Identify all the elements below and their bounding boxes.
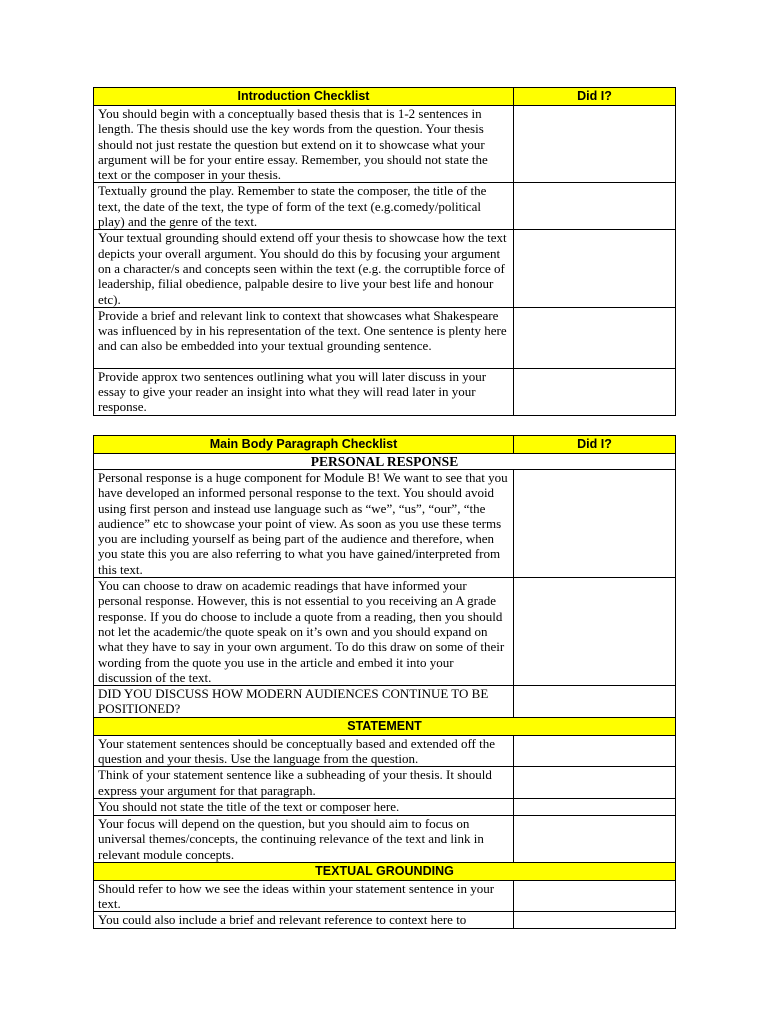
checkbox-cell[interactable] xyxy=(514,230,676,307)
checklist-item-text: Your textual grounding should extend off your thesis to showcase how the text depicts your overall argument. You should do this by focusing your argument on a character/s and concepts seen within the text (e.g. the corruptible force of leadership, filial obedience, palpable desire to live your best life and honour etc). xyxy=(94,230,514,307)
checkbox-cell[interactable] xyxy=(514,307,676,368)
table-row xyxy=(94,470,676,578)
table-row xyxy=(94,815,676,862)
checklist-item-text: You should begin with a conceptually based thesis that is 1-2 sentences in length. The thesis should use the key words from the question. Your thesis should not just restate the question but extend on it to showcase what your argument will be for your entire essay. Remember, you should not state the text or the composer in your thesis. xyxy=(94,106,514,183)
body-checklist-header: Main Body Paragraph Checklist xyxy=(94,436,514,454)
intro-did-header: Did I? xyxy=(514,88,676,106)
checkbox-cell[interactable] xyxy=(514,183,676,230)
intro-header-row xyxy=(94,88,676,106)
table-row xyxy=(94,912,676,929)
checklist-item-text: DID YOU DISCUSS HOW MODERN AUDIENCES CONTINUE TO BE POSITIONED? xyxy=(94,686,514,718)
checkbox-cell[interactable] xyxy=(514,106,676,183)
intro-checklist-header: Introduction Checklist xyxy=(94,88,514,106)
checkbox-cell[interactable] xyxy=(514,578,676,686)
checklist-item-text: Personal response is a huge component for Module B! We want to see that you have developed an informed personal response to the text. You should avoid using first person and instead use language such as “we”, “us”, “our”, “the audience” etc to showcase your point of view. As soon as you use these terms you are including yourself as being part of the audience and therefore, when you state this you are also referring to what you have gained/interpreted from this text. xyxy=(94,470,514,578)
textual-grounding-title: TEXTUAL GROUNDING xyxy=(94,862,676,880)
table-row xyxy=(94,880,676,912)
checklist-item-text: Your statement sentences should be conceptually based and extended off the question and your thesis. Use the language from the question. xyxy=(94,735,514,767)
table-row xyxy=(94,368,676,415)
section-row xyxy=(94,862,676,880)
checkbox-cell[interactable] xyxy=(514,686,676,718)
checklist-item-text: Provide approx two sentences outlining what you will later discuss in your essay to give your reader an insight into what they will read later in your response. xyxy=(94,368,514,415)
table-row xyxy=(94,798,676,815)
table-row xyxy=(94,735,676,767)
checkbox-cell[interactable] xyxy=(514,470,676,578)
table-row xyxy=(94,686,676,718)
checklist-item-text: Provide a brief and relevant link to context that showcases what Shakespeare was influenced by in his representation of the text. One sentence is plenty here and can also be embedded into your textual grounding sentence. xyxy=(94,307,514,368)
checkbox-cell[interactable] xyxy=(514,767,676,799)
table-row xyxy=(94,230,676,307)
checkbox-cell[interactable] xyxy=(514,815,676,862)
checklist-item-text: Textually ground the play. Remember to state the composer, the title of the text, the date of the text, the type of form of the text (e.g.comedy/political play) and the genre of the text. xyxy=(94,183,514,230)
checkbox-cell[interactable] xyxy=(514,368,676,415)
checkbox-cell[interactable] xyxy=(514,912,676,929)
checklist-item-text: You can choose to draw on academic readings that have informed your personal response. However, this is not essential to you receiving an A grade response. If you do choose to include a quote from a reading, then you should not let the academic/the quote speak on it’s own and you should expand on what they have to say in your own argument. To do this draw on some of their wording from the quote you use in the article and embed it into your discussion of the text. xyxy=(94,578,514,686)
checklist-item-text: Think of your statement sentence like a subheading of your thesis. It should express your argument for that paragraph. xyxy=(94,767,514,799)
body-did-header: Did I? xyxy=(514,436,676,454)
body-header-row xyxy=(94,436,676,454)
checklist-item-text: Should refer to how we see the ideas within your statement sentence in your text. xyxy=(94,880,514,912)
table-row xyxy=(94,767,676,799)
checkbox-cell[interactable] xyxy=(514,735,676,767)
checklist-item-text: You could also include a brief and relevant reference to context here to xyxy=(94,912,514,929)
table-row xyxy=(94,183,676,230)
main-body-checklist-table xyxy=(93,435,676,929)
statement-title: STATEMENT xyxy=(94,717,676,735)
personal-response-title: PERSONAL RESPONSE xyxy=(94,454,676,470)
checkbox-cell[interactable] xyxy=(514,880,676,912)
table-row xyxy=(94,307,676,368)
table-row xyxy=(94,106,676,183)
checkbox-cell[interactable] xyxy=(514,798,676,815)
section-row xyxy=(94,717,676,735)
checklist-item-text: Your focus will depend on the question, but you should aim to focus on universal themes/concepts, the continuing relevance of the text and link in relevant module concepts. xyxy=(94,815,514,862)
table-row xyxy=(94,578,676,686)
section-row xyxy=(94,454,676,470)
introduction-checklist-table xyxy=(93,87,676,416)
checklist-item-text: You should not state the title of the text or composer here. xyxy=(94,798,514,815)
